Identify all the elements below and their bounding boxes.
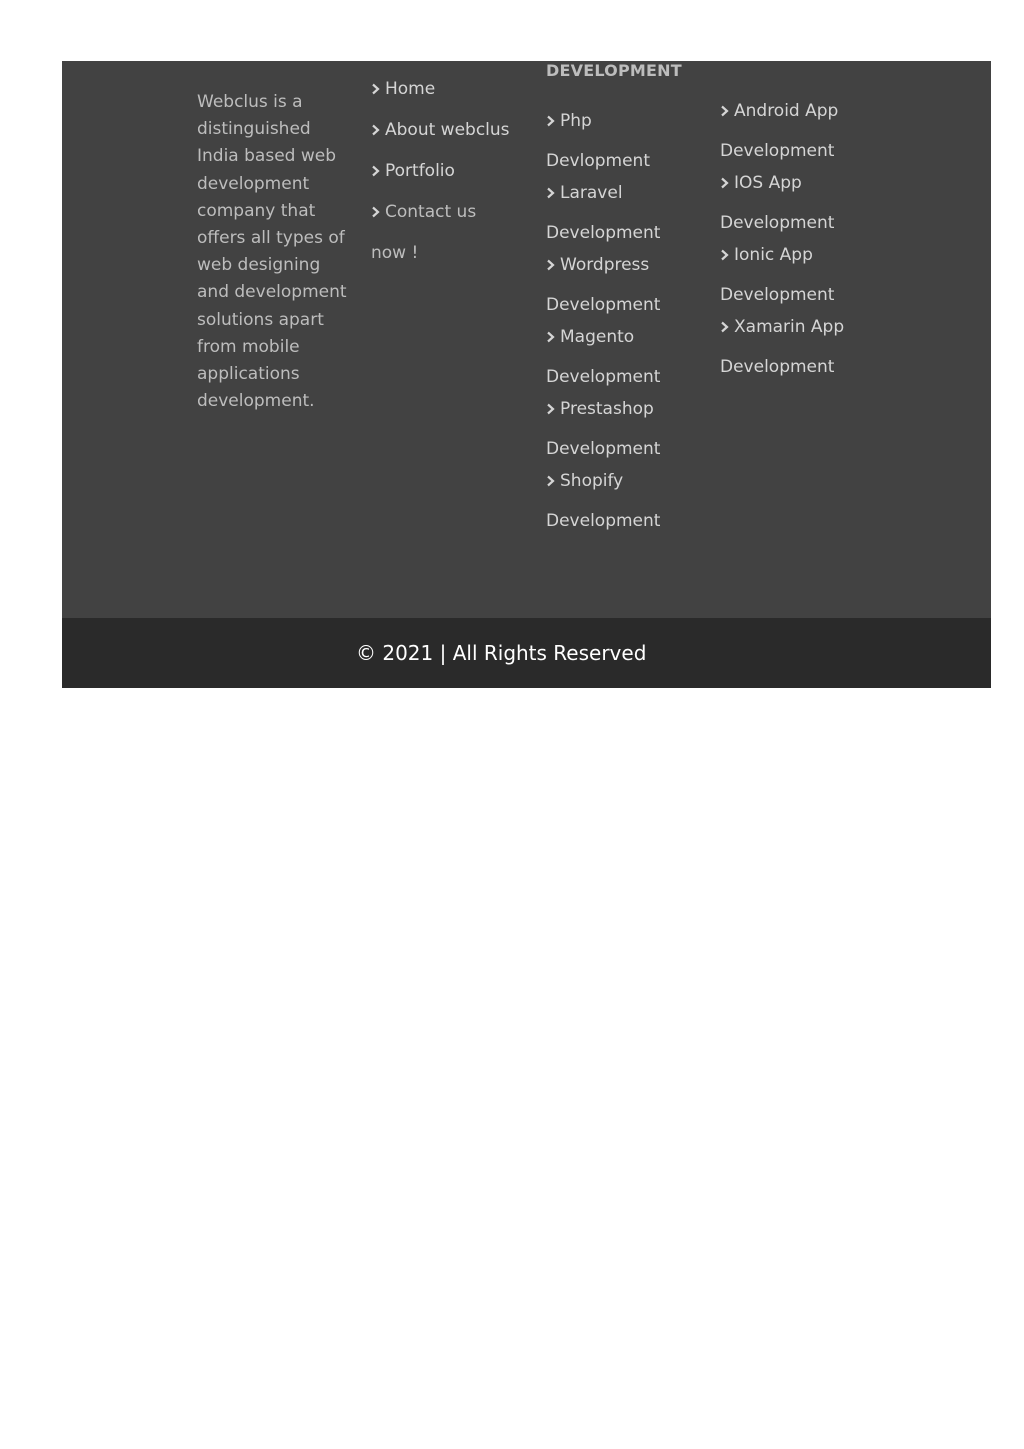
web-development-list xyxy=(546,101,706,541)
footer-link-label: Prestashop Development xyxy=(546,399,661,459)
footer-link-label: Home xyxy=(385,79,436,99)
site-footer xyxy=(62,61,991,688)
chevron-right-icon xyxy=(371,83,381,95)
footer-link-about[interactable] xyxy=(371,110,521,151)
chevron-right-icon xyxy=(546,403,556,415)
footer-link-label: About webclus xyxy=(385,120,510,140)
footer-main xyxy=(62,61,991,618)
chevron-right-icon xyxy=(546,115,556,127)
chevron-right-icon xyxy=(720,321,730,333)
footer-link-ios[interactable] xyxy=(720,163,850,243)
footer-link-portfolio[interactable] xyxy=(371,151,521,192)
chevron-right-icon xyxy=(720,105,730,117)
footer-link-xamarin[interactable] xyxy=(720,307,850,387)
web-development-column xyxy=(546,61,706,533)
footer-link-label: Android App Development xyxy=(720,101,839,161)
footer-link-label: Laravel Development xyxy=(546,183,661,243)
footer-link-label: Php Devlopment xyxy=(546,111,650,171)
about-column xyxy=(197,89,347,415)
chevron-right-icon xyxy=(371,124,381,136)
footer-link-label: Magento Development xyxy=(546,327,661,387)
chevron-right-icon xyxy=(546,187,556,199)
footer-link-wordpress[interactable] xyxy=(546,245,666,325)
footer-link-label: Portfolio xyxy=(385,161,455,181)
footer-bottom-bar xyxy=(62,618,991,688)
chevron-right-icon xyxy=(546,331,556,343)
footer-link-home[interactable] xyxy=(371,69,521,110)
chevron-right-icon xyxy=(720,177,730,189)
footer-link-shopify[interactable] xyxy=(546,461,666,541)
footer-link-android[interactable] xyxy=(720,91,850,171)
footer-link-php[interactable] xyxy=(546,101,666,181)
footer-link-label: IOS App Development xyxy=(720,173,835,233)
footer-link-label: Ionic App Development xyxy=(720,245,835,305)
footer-link-prestashop[interactable] xyxy=(546,389,666,469)
chevron-right-icon xyxy=(720,249,730,261)
chevron-right-icon xyxy=(546,475,556,487)
chevron-right-icon xyxy=(371,165,381,177)
copyright-text: © 2021 | All Rights Reserved xyxy=(356,641,647,665)
web-development-heading: DEVELOPMENT xyxy=(546,61,682,80)
footer-link-laravel[interactable] xyxy=(546,173,666,253)
footer-link-label: Shopify Development xyxy=(546,471,661,531)
mobile-development-list xyxy=(720,91,880,387)
footer-link-ionic[interactable] xyxy=(720,235,850,315)
footer-link-label: Xamarin App Development xyxy=(720,317,845,377)
quick-links-list xyxy=(371,69,521,274)
footer-link-label: Contact us now ! xyxy=(371,202,477,263)
footer-link-magento[interactable] xyxy=(546,317,666,397)
footer-link-contact[interactable] xyxy=(371,192,491,274)
chevron-right-icon xyxy=(546,259,556,271)
about-text: Webclus is a distinguished India based web development company that offers all types of web designing and development solutions apart from mobile applications development. xyxy=(197,92,347,412)
mobile-development-column xyxy=(720,91,880,379)
quick-links-column xyxy=(371,69,521,274)
chevron-right-icon xyxy=(371,206,381,218)
footer-link-label: Wordpress Development xyxy=(546,255,661,315)
